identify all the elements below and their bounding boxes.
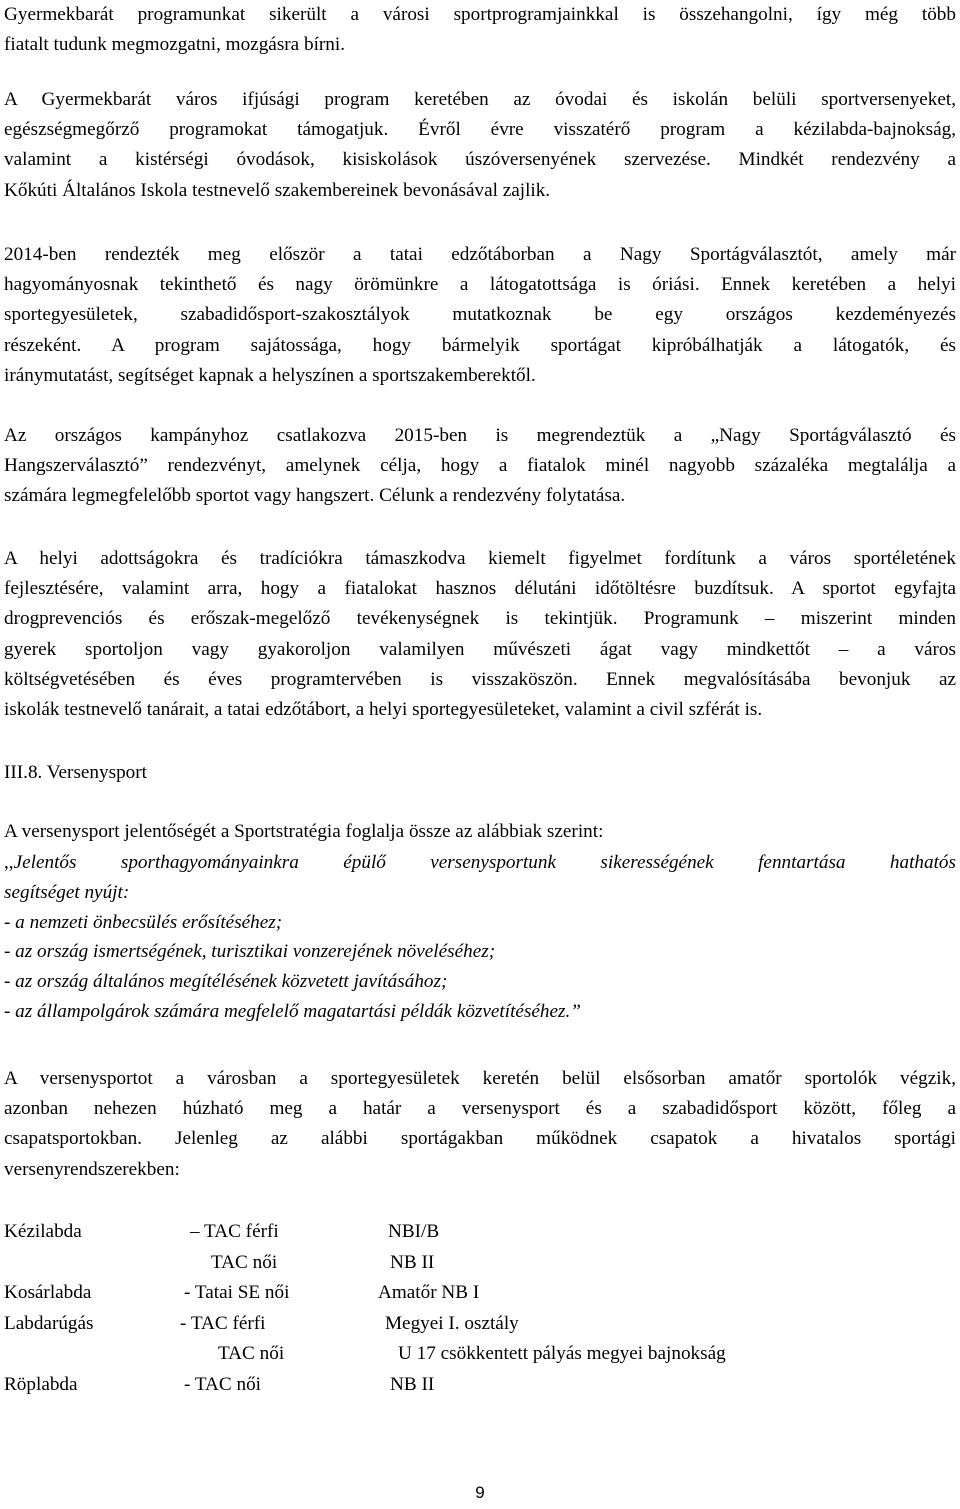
league-name: Amatőr NB I (378, 1282, 480, 1304)
team-name: - TAC női (184, 1373, 261, 1395)
league-name: NBI/B (388, 1221, 440, 1242)
paragraph-4 (4, 421, 956, 512)
text-line: részeként. A program sajátossága, hogy bármelyik sportágat kipróbálhatják a látogatók, és (4, 334, 956, 356)
text-line: Hangszerválasztó” rendezvényt, amelynek célja, hogy a fiatalok minél nagyobb százaléka megtalálja a (4, 455, 956, 477)
team-name: - Tatai SE női (184, 1282, 290, 1304)
text-line: gyerek sportoljon vagy gyakoroljon valamilyen művészeti ágat vagy mindkettőt – a város (4, 638, 956, 660)
section-heading: III.8. Versenysport (4, 762, 147, 783)
league-name: U 17 csökkentett pályás megyei bajnokság (398, 1343, 726, 1365)
quote-text: Jelentős sporthagyományainkra épülő versenysportunk sikerességének fenntartása hathatós (13, 852, 956, 873)
paragraph-3 (4, 240, 956, 391)
text-line: A versenysportot a városban a sportegyesületek keretén belül elsősorban amatőr sportolók végzik, (4, 1068, 956, 1089)
text-line: 2014-ben rendezték meg először a tatai edzőtáborban a Nagy Sportágválasztót, amely már (4, 244, 956, 265)
text-line: fiatalt tudunk megmozgatni, mozgásra bírni. (4, 34, 346, 56)
quote-line: segítséget nyújt: (4, 881, 130, 903)
strategy-quote (4, 848, 956, 1027)
team-name: TAC női (218, 1343, 285, 1365)
text-line: A helyi adottságokra és tradíciókra támaszkodva kiemelt figyelmet fordítunk a város sportéletének (4, 548, 956, 569)
team-name: TAC női (211, 1251, 278, 1273)
quote-list-item: - az ország ismertségének, turisztikai vonzerejének növeléséhez; (4, 941, 496, 963)
text-line: drogprevenciós és erőszak-megelőző tevékenységnek is tekintjük. Programunk – miszerint minden (4, 608, 956, 630)
league-name: NB II (390, 1373, 435, 1395)
paragraph-6 (4, 1064, 956, 1185)
text-line: költségvetésében és éves programtervében is visszaköszön. Ennek megvalósításába bevonjuk az (4, 668, 956, 690)
text-line: csapatsportokban. Jelenleg az alábbi sportágakban működnek csapatok a hivatalos sportági (4, 1128, 956, 1150)
paragraph-5 (4, 544, 956, 725)
sport-row (4, 1339, 956, 1370)
league-name: NB II (390, 1251, 435, 1273)
text-line: azonban nehezen húzható meg a határ a versenysport és a szabadidősport között, főleg a (4, 1098, 956, 1120)
sport-row (4, 1309, 956, 1340)
text-line: Kőkúti Általános Iskola testnevelő szakembereinek bevonásával zajlik. (4, 179, 551, 201)
text-line: egészségmegőrző programokat támogatjuk. Évről évre visszatérő program a kézilabda-bajnokság, (4, 119, 956, 141)
quote-list-item: - az ország általános megítélésének közvetett javításához; (4, 971, 448, 993)
text-line: Az országos kampányhoz csatlakozva 2015-ben is megrendeztük a „Nagy Sportágválasztó és (4, 425, 956, 446)
text-line: számára legmegfelelőbb sportot vagy hangszert. Célunk a rendezvény folytatása. (4, 485, 626, 507)
text-line: Gyermekbarát programunkat sikerült a városi sportprogramjainkkal is összehangolni, így még több (4, 4, 956, 25)
quote-line (4, 848, 956, 878)
text-line: iránymutatást, segítséget kapnak a helyszínen a sportszakemberektől. (4, 364, 536, 386)
league-name: Megyei I. osztály (385, 1312, 519, 1334)
sport-row (4, 1248, 956, 1279)
text-line: sportegyesületek, szabadidősport-szakosztályok mutatkoznak be egy országos kezdeményezés (4, 304, 956, 326)
paragraph-1 (4, 0, 956, 60)
quote-list-item: - az állampolgárok számára megfelelő magatartási példák közvetítéséhez.” (4, 1000, 581, 1022)
text-line: valamint a kistérségi óvodások, kisiskolások úszóversenyének szervezése. Mindkét rendezvény a (4, 149, 956, 171)
team-name: - TAC férfi (180, 1312, 266, 1334)
sport-name: Röplabda (4, 1373, 78, 1395)
quote-list-item: - a nemzeti önbecsülés erősítéséhez; (4, 911, 283, 933)
text-line: fejlesztésére, valamint arra, hogy a fiatalokat hasznos délutáni időtöltésre buzdítsuk. A sportot egyfajta (4, 578, 956, 600)
sport-name: Labdarúgás (4, 1312, 94, 1334)
sport-row (4, 1217, 956, 1248)
quote-open-mark: ,, (4, 852, 14, 873)
text-line: iskolák testnevelő tanárait, a tatai edzőtábort, a helyi sportegyesületeket, valamint a civil szférát is. (4, 699, 763, 721)
team-name: – TAC férfi (190, 1221, 279, 1242)
sport-row (4, 1278, 956, 1309)
sport-row (4, 1370, 956, 1401)
page-number: 9 (475, 1483, 485, 1502)
paragraph-2 (4, 85, 956, 206)
text-line: hagyományosnak tekinthető és nagy örömünkre a látogatottsága is óriási. Ennek keretében a helyi (4, 274, 956, 296)
text-line: A Gyermekbarát város ifjúsági program keretében az óvodai és iskolán belüli sportversenyeket, (4, 89, 956, 110)
text-line: versenyrendszerekben: (4, 1158, 180, 1180)
sport-name: Kosárlabda (4, 1282, 92, 1304)
sport-name: Kézilabda (4, 1221, 82, 1242)
sports-teams-list (4, 1217, 956, 1401)
quote-intro: A versenysport jelentőségét a Sportstratégia foglalja össze az alábbiak szerint: (4, 821, 604, 842)
